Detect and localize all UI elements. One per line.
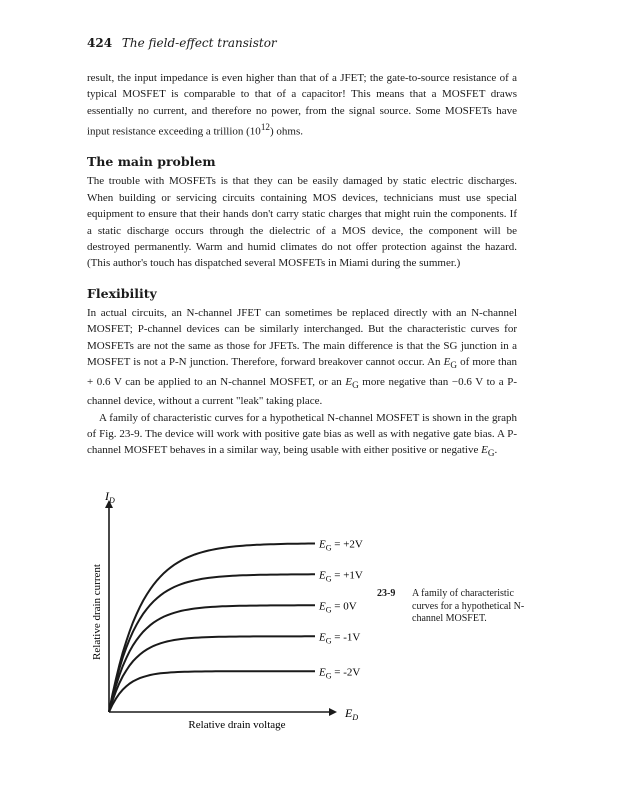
section-heading-flexibility: Flexibility — [87, 285, 157, 301]
curve-series-5 — [109, 671, 315, 712]
figure-caption-text: A family of characteristic curves for a hypothetical N-channel MOSFET. — [412, 588, 525, 624]
series-label-3: $E_G = 0V$ — [319, 600, 357, 615]
curve-series-3 — [109, 605, 315, 712]
series-label-5: $E_G = -2V$ — [319, 666, 361, 681]
x-axis-label: Relative drain voltage — [188, 719, 286, 731]
page-header — [87, 36, 277, 50]
intro-paragraph: result, the input impedance is even higher than that of a JFET; the gate-to-source resistance of a typical MOSFET is comparable to that of a capacitor! This means that a MOSFET draws essentially no current, and therefore no power, from the signal source. Some MOSFETs have input resistance exceeding a trillion $(10^{12})$ ohms. — [87, 72, 517, 138]
flexibility-paragraph-1: In actual circuits, an N-channel JFET can sometimes be replaced directly with an N-channel MOSFET; P-channel devices can be similarly interchanged. But the characteristic curves for MOSFETs are not the same as those for JFETs. The main difference is that the SG junction in a MOSFET is not a P-N junction. Therefore, forward breakover cannot occur. An $E_G$ of more than + 0.6 V can be applied to an N-channel MOSFET, or an $E_G$ more negative than −0.6 V to a P-channel device, without a current "leak" taking place. — [87, 306, 517, 408]
y-axis-symbol: $I_D$ — [105, 489, 115, 505]
y-axis-label: Relative drain current — [91, 564, 103, 660]
series-label-2: $E_G = +1V$ — [319, 569, 363, 584]
section-heading-main-problem: The main problem — [87, 154, 216, 170]
page-number: 424 — [87, 36, 113, 50]
series-label-4: $E_G = -1V$ — [319, 631, 361, 646]
body-text — [87, 70, 517, 462]
x-axis-symbol: $E_D$ — [345, 706, 359, 722]
main-problem-paragraph: The trouble with MOSFETs is that they can be easily damaged by static electric discharges. When building or servicing circuits containing MOS devices, technicians must use special equipment to ensure that their hands don't carry static charges that might ruin the components. If a static discharge occurs through the dielectric of a MOS device, the component will be destroyed permanently. Warm and humid climates do not offer protection against the hazard. (This author's touch has dispatched several MOSFETs in Miami during the summer.) — [87, 175, 517, 270]
flexibility-paragraph-2: A family of characteristic curves for a hypothetical N-channel MOSFET is shown in the graph of Fig. 23-9. The device will work with positive gate bias as well as with negative gate bias. A P-channel MOSFET behaves in a similar way, being usable with either positive or negative $E_G$. — [87, 411, 517, 459]
series-label-1: $E_G = +2V$ — [319, 538, 363, 553]
curve-series-1 — [109, 544, 315, 713]
figure-number: 23-9 — [377, 588, 396, 599]
curve-series-2 — [109, 574, 315, 712]
running-title: The field-effect transistor — [121, 36, 277, 50]
curve-series-4 — [109, 636, 315, 712]
